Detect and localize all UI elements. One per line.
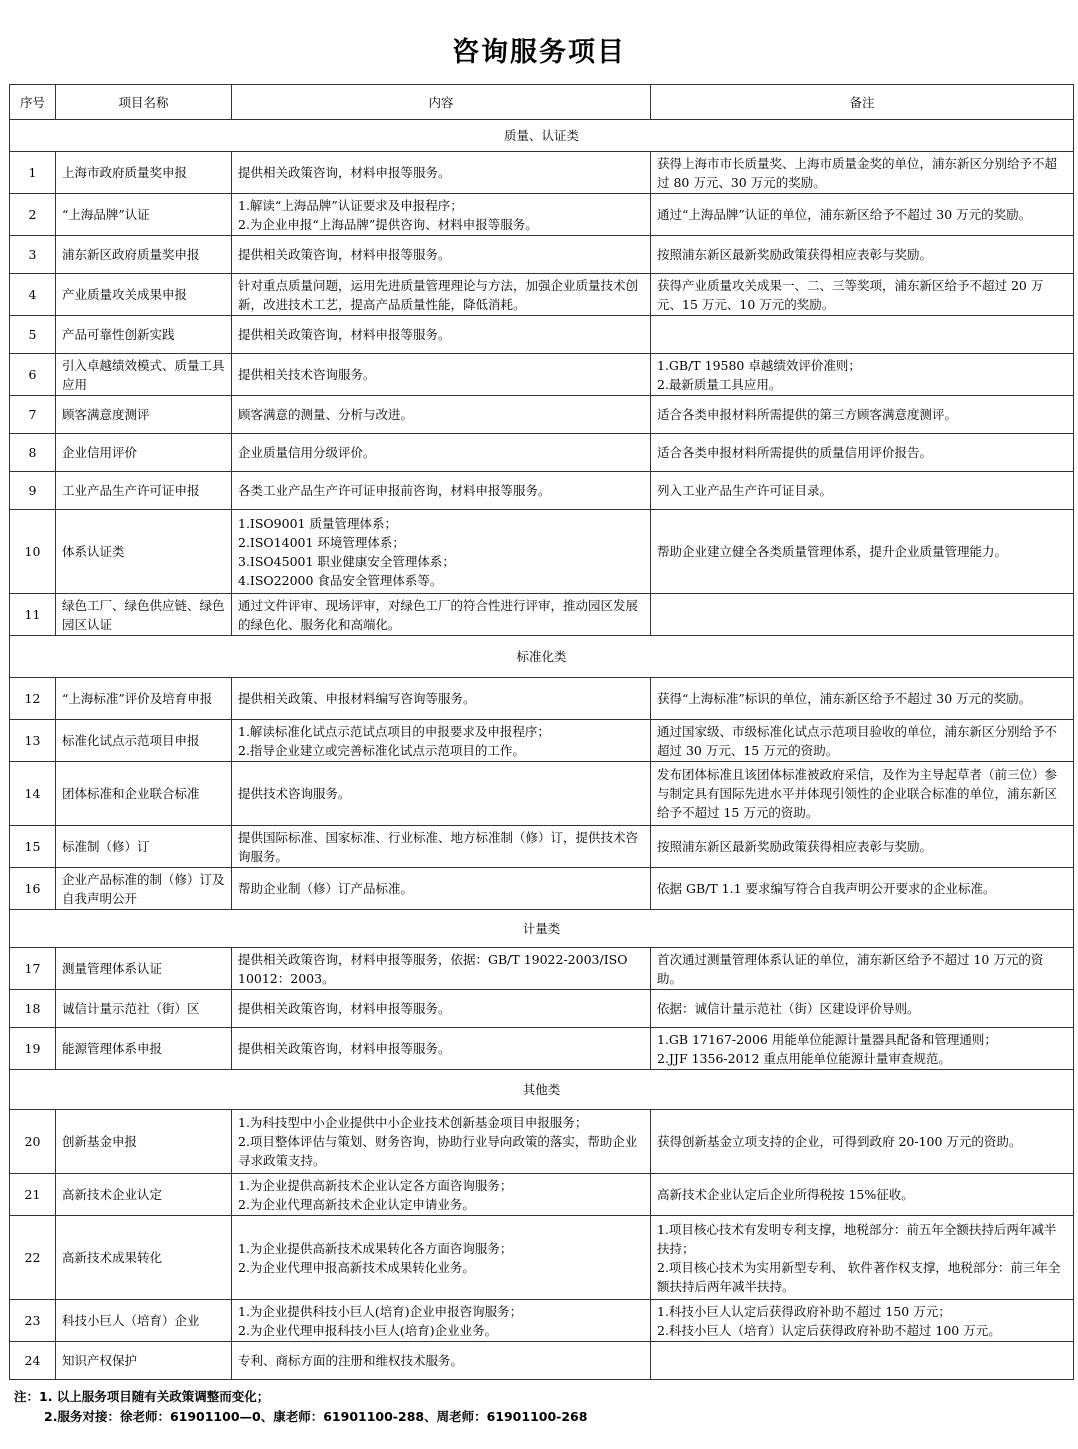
row-note: 适合各类申报材料所需提供的第三方顾客满意度测评。 <box>651 396 1074 434</box>
row-content: 提供相关政策咨询，材料申报等服务。 <box>232 1028 651 1070</box>
row-note <box>651 1342 1074 1380</box>
row-number: 9 <box>10 472 56 510</box>
row-content: 顾客满意的测量、分析与改进。 <box>232 396 651 434</box>
table-row <box>10 472 1074 510</box>
row-note: 1.GB 17167-2006 用能单位能源计量器具配备和管理通则； 2.JJF 1356-2012 重点用能单位能源计量审查规范。 <box>651 1028 1074 1070</box>
page-title: 咨询服务项目 <box>452 37 626 68</box>
row-content: 1.为企业提供高新技术成果转化各方面咨询服务； 2.为企业代理申报高新技术成果转化业务。 <box>232 1216 651 1300</box>
table-row <box>10 826 1074 868</box>
row-number: 20 <box>10 1110 56 1174</box>
row-note: 通过国家级、市级标准化试点示范项目验收的单位，浦东新区分别给予不超过 30 万元、15 万元的资助。 <box>651 720 1074 762</box>
row-content: 1.解读标准化试点示范试点项目的申报要求及申报程序； 2.指导企业建立或完善标准化试点示范项目的工作。 <box>232 720 651 762</box>
row-number: 10 <box>10 510 56 594</box>
row-content: 提供国际标准、国家标准、行业标准、地方标准制（修）订，提供技术咨询服务。 <box>232 826 651 868</box>
row-number: 21 <box>10 1174 56 1216</box>
row-number: 17 <box>10 948 56 990</box>
row-item-name: 引入卓越绩效模式、质量工具应用 <box>56 354 232 396</box>
table-row <box>10 354 1074 396</box>
table-row <box>10 396 1074 434</box>
row-number: 22 <box>10 1216 56 1300</box>
row-content: 提供相关政策、申报材料编写咨询等服务。 <box>232 678 651 720</box>
row-item-name: 诚信计量示范社（街）区 <box>56 990 232 1028</box>
row-content: 提供相关技术咨询服务。 <box>232 354 651 396</box>
row-note: 列入工业产品生产许可证目录。 <box>651 472 1074 510</box>
row-number: 6 <box>10 354 56 396</box>
row-content: 帮助企业制（修）订产品标准。 <box>232 868 651 910</box>
table-header-row <box>10 85 1074 120</box>
row-note: 高新技术企业认定后企业所得税按 15%征收。 <box>651 1174 1074 1216</box>
row-content: 1.为企业提供科技小巨人(培育)企业申报咨询服务； 2.为企业代理申报科技小巨人(培育)企业业务。 <box>232 1300 651 1342</box>
service-table <box>9 84 1074 1380</box>
footnote-line-2: 2.服务对接：徐老师：61901100—0、康老师：61901100-288、周老师：61901100-268 <box>44 1409 588 1424</box>
section-row <box>10 1070 1074 1110</box>
section-title: 其他类 <box>10 1070 1074 1110</box>
row-content: 提供相关政策咨询，材料申报等服务。 <box>232 990 651 1028</box>
row-number: 8 <box>10 434 56 472</box>
row-item-name: 企业产品标准的制（修）订及自我声明公开 <box>56 868 232 910</box>
row-note: 按照浦东新区最新奖励政策获得相应表彰与奖励。 <box>651 826 1074 868</box>
table-row <box>10 510 1074 594</box>
row-note: 1.科技小巨人认定后获得政府补助不超过 150 万元； 2.科技小巨人（培育）认定后获得政府补助不超过 100 万元。 <box>651 1300 1074 1342</box>
table-row <box>10 990 1074 1028</box>
footnote-line-1: 注：1. 以上服务项目随有关政策调整而变化； <box>14 1389 270 1404</box>
table-row <box>10 194 1074 236</box>
row-content: 1.为企业提供高新技术企业认定各方面咨询服务； 2.为企业代理高新技术企业认定申请业务。 <box>232 1174 651 1216</box>
row-note: 获得上海市市长质量奖、上海市质量金奖的单位，浦东新区分别给予不超过 80 万元、30 万元的奖励。 <box>651 152 1074 194</box>
header-number: 序号 <box>10 85 56 120</box>
row-number: 18 <box>10 990 56 1028</box>
row-note: 获得创新基金立项支持的企业，可得到政府 20-100 万元的资助。 <box>651 1110 1074 1174</box>
table-row <box>10 1174 1074 1216</box>
row-content: 企业质量信用分级评价。 <box>232 434 651 472</box>
row-item-name: 体系认证类 <box>56 510 232 594</box>
row-content: 1.解读“上海品牌”认证要求及申报程序； 2.为企业申报“上海品牌”提供咨询、材料申报等服务。 <box>232 194 651 236</box>
row-note: 帮助企业建立健全各类质量管理体系，提升企业质量管理能力。 <box>651 510 1074 594</box>
row-item-name: “上海品牌”认证 <box>56 194 232 236</box>
section-row <box>10 120 1074 152</box>
row-note: 1.项目核心技术有发明专利支撑，地税部分：前五年全额扶持后两年减半扶持； 2.项目核心技术为实用新型专利、 软件著作权支撑，地税部分：前三年全额扶持后两年减半扶持。 <box>651 1216 1074 1300</box>
row-content: 各类工业产品生产许可证申报前咨询，材料申报等服务。 <box>232 472 651 510</box>
row-number: 14 <box>10 762 56 826</box>
row-note: 发布团体标准且该团体标准被政府采信，及作为主导起草者（前三位）参与制定具有国际先进水平并体现引领性的企业联合标准的单位，浦东新区给予不超过 15 万元的资助。 <box>651 762 1074 826</box>
table-row <box>10 868 1074 910</box>
header-content: 内容 <box>232 85 651 120</box>
table-row <box>10 1028 1074 1070</box>
table-row <box>10 152 1074 194</box>
row-item-name: 创新基金申报 <box>56 1110 232 1174</box>
row-content: 提供相关政策咨询，材料申报等服务。 <box>232 316 651 354</box>
row-item-name: “上海标准”评价及培育申报 <box>56 678 232 720</box>
row-number: 7 <box>10 396 56 434</box>
table-row <box>10 1216 1074 1300</box>
row-content: 提供相关政策咨询，材料申报等服务，依据：GB/T 19022-2003/ISO 10012：2003。 <box>232 948 651 990</box>
row-item-name: 工业产品生产许可证申报 <box>56 472 232 510</box>
table-row <box>10 316 1074 354</box>
table-row <box>10 762 1074 826</box>
table-row <box>10 720 1074 762</box>
row-item-name: 标准制（修）订 <box>56 826 232 868</box>
row-note <box>651 316 1074 354</box>
table-row <box>10 1300 1074 1342</box>
row-number: 12 <box>10 678 56 720</box>
row-number: 2 <box>10 194 56 236</box>
row-note: 通过“上海品牌”认证的单位，浦东新区给予不超过 30 万元的奖励。 <box>651 194 1074 236</box>
row-content: 通过文件评审、现场评审，对绿色工厂的符合性进行评审，推动园区发展的绿色化、服务化和高端化。 <box>232 594 651 636</box>
row-number: 23 <box>10 1300 56 1342</box>
row-note <box>651 594 1074 636</box>
section-title: 标准化类 <box>10 636 1074 678</box>
row-number: 11 <box>10 594 56 636</box>
row-item-name: 测量管理体系认证 <box>56 948 232 990</box>
section-row <box>10 910 1074 948</box>
table-row <box>10 236 1074 274</box>
row-content: 专利、商标方面的注册和维权技术服务。 <box>232 1342 651 1380</box>
row-item-name: 产品可靠性创新实践 <box>56 316 232 354</box>
row-content: 1.ISO9001 质量管理体系； 2.ISO14001 环境管理体系； 3.ISO45001 职业健康安全管理体系； 4.ISO22000 食品安全管理体系等。 <box>232 510 651 594</box>
row-item-name: 企业信用评价 <box>56 434 232 472</box>
section-title: 计量类 <box>10 910 1074 948</box>
row-item-name: 高新技术企业认定 <box>56 1174 232 1216</box>
row-note: 首次通过测量管理体系认证的单位，浦东新区给予不超过 10 万元的资助。 <box>651 948 1074 990</box>
row-item-name: 浦东新区政府质量奖申报 <box>56 236 232 274</box>
row-note: 获得产业质量攻关成果一、二、三等奖项，浦东新区给予不超过 20 万元、15 万元、10 万元的奖励。 <box>651 274 1074 316</box>
row-number: 19 <box>10 1028 56 1070</box>
row-number: 13 <box>10 720 56 762</box>
footnote <box>14 1387 587 1427</box>
row-number: 24 <box>10 1342 56 1380</box>
section-row <box>10 636 1074 678</box>
row-content: 针对重点质量问题，运用先进质量管理理论与方法，加强企业质量技术创新，改进技术工艺，提高产品质量性能，降低消耗。 <box>232 274 651 316</box>
row-note: 1.GB/T 19580 卓越绩效评价准则； 2.最新质量工具应用。 <box>651 354 1074 396</box>
row-content: 提供技术咨询服务。 <box>232 762 651 826</box>
row-note: 依据：诚信计量示范社（街）区建设评价导则。 <box>651 990 1074 1028</box>
row-number: 15 <box>10 826 56 868</box>
row-note: 按照浦东新区最新奖励政策获得相应表彰与奖励。 <box>651 236 1074 274</box>
row-item-name: 科技小巨人（培育）企业 <box>56 1300 232 1342</box>
row-item-name: 产业质量攻关成果申报 <box>56 274 232 316</box>
table-row <box>10 1342 1074 1380</box>
table-row <box>10 594 1074 636</box>
row-number: 3 <box>10 236 56 274</box>
row-number: 4 <box>10 274 56 316</box>
table-row <box>10 1110 1074 1174</box>
row-number: 5 <box>10 316 56 354</box>
row-number: 1 <box>10 152 56 194</box>
table-row <box>10 434 1074 472</box>
table-row <box>10 678 1074 720</box>
header-item-name: 项目名称 <box>56 85 232 120</box>
row-note: 获得“上海标准”标识的单位，浦东新区给予不超过 30 万元的奖励。 <box>651 678 1074 720</box>
table-row <box>10 948 1074 990</box>
row-item-name: 绿色工厂、绿色供应链、绿色园区认证 <box>56 594 232 636</box>
row-item-name: 上海市政府质量奖申报 <box>56 152 232 194</box>
row-item-name: 标准化试点示范项目申报 <box>56 720 232 762</box>
row-note: 适合各类申报材料所需提供的质量信用评价报告。 <box>651 434 1074 472</box>
header-remarks: 备注 <box>651 85 1074 120</box>
row-note: 依据 GB/T 1.1 要求编写符合自我声明公开要求的企业标准。 <box>651 868 1074 910</box>
row-item-name: 知识产权保护 <box>56 1342 232 1380</box>
row-item-name: 能源管理体系申报 <box>56 1028 232 1070</box>
row-item-name: 顾客满意度测评 <box>56 396 232 434</box>
row-number: 16 <box>10 868 56 910</box>
row-item-name: 团体标准和企业联合标准 <box>56 762 232 826</box>
row-content: 1.为科技型中小企业提供中小企业技术创新基金项目申报服务； 2.项目整体评估与策划、财务咨询，协助行业导向政策的落实，帮助企业寻求政策支持。 <box>232 1110 651 1174</box>
table-row <box>10 274 1074 316</box>
row-item-name: 高新技术成果转化 <box>56 1216 232 1300</box>
row-content: 提供相关政策咨询，材料申报等服务。 <box>232 152 651 194</box>
row-content: 提供相关政策咨询，材料申报等服务。 <box>232 236 651 274</box>
section-title: 质量、认证类 <box>10 120 1074 152</box>
